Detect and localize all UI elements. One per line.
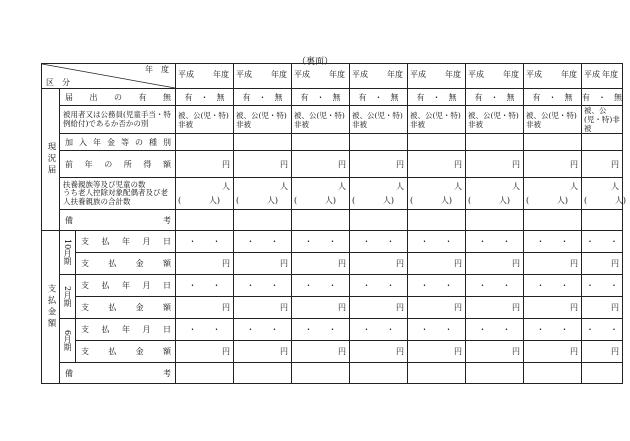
payment-date-value[interactable]: ・ ・ [234, 319, 292, 341]
period-label [60, 319, 76, 363]
payment-date-value[interactable]: ・ ・ [176, 231, 234, 253]
payment-remarks-value[interactable] [408, 363, 466, 384]
era-label: 平成 [468, 70, 484, 79]
submission-value[interactable]: 有 ・ 無 [408, 89, 466, 106]
dependents-sub-count [178, 196, 220, 205]
record-table [41, 63, 626, 384]
payment-date-value[interactable]: ・ ・ [582, 231, 623, 253]
payment-amount-value[interactable]: 円 [350, 253, 408, 275]
pension-value[interactable] [582, 134, 623, 151]
payment-amount-label: 支 払 金 額 [76, 253, 176, 275]
employee-value[interactable]: 被、公(児・特)非被 [408, 106, 466, 134]
payment-date-value[interactable]: ・ ・ [408, 275, 466, 297]
payment-amount-value[interactable]: 円 [582, 253, 623, 275]
payment-amount-value[interactable]: 円 [176, 297, 234, 319]
payment-date-label: 支 払 年 月 日 [76, 275, 176, 297]
dependents-value[interactable] [350, 178, 408, 210]
payment-date-value[interactable]: ・ ・ [234, 231, 292, 253]
period-month: 2 [63, 285, 72, 292]
payment-amount-value[interactable]: 円 [292, 297, 350, 319]
employee-value[interactable]: 被、公(児・特)非被 [234, 106, 292, 134]
year-header-cell[interactable] [176, 64, 234, 89]
header-corner [42, 64, 176, 89]
period-suffix: 月期 [63, 335, 72, 352]
year-unit-label: 年度 [445, 70, 461, 79]
paren-close: 人) [614, 196, 626, 205]
income-value[interactable]: 円 [408, 151, 466, 178]
submission-value[interactable]: 有 ・ 無 [466, 89, 524, 106]
dependents-sub-count [294, 196, 336, 205]
dependents-value[interactable] [582, 178, 626, 210]
employee-value[interactable]: 被、公(児・特)非被 [292, 106, 350, 134]
payment-remarks-value[interactable] [234, 363, 292, 384]
paren-close: 人) [324, 196, 336, 205]
payment-amount-value[interactable]: 円 [350, 297, 408, 319]
payment-date-value[interactable]: ・ ・ [524, 231, 582, 253]
period-suffix: 月期 [63, 249, 72, 266]
payment-amount-value[interactable]: 円 [524, 253, 582, 275]
payment-amount-value[interactable]: 円 [350, 341, 408, 363]
dependents-unit: 人 [570, 182, 578, 191]
employee-label: 被用者又は公務員(児童手当・特例給付)であるか否かの別 [60, 106, 176, 134]
payment-date-value[interactable]: ・ ・ [292, 275, 350, 297]
paren-open: ( [468, 196, 472, 205]
payment-remarks-value[interactable] [466, 363, 524, 384]
era-label: 平成 [584, 70, 600, 79]
period-label [60, 275, 76, 319]
income-label: 前年の所得額 [60, 151, 176, 178]
period-month: 6 [63, 329, 72, 336]
employee-value[interactable]: 被、公(児・特)非被 [176, 106, 234, 134]
payment-amount-value[interactable]: 円 [176, 253, 234, 275]
dependents-unit: 人 [611, 182, 619, 191]
status-remarks-value[interactable] [350, 210, 408, 231]
era-label: 平成 [294, 70, 310, 79]
era-label: 平成 [352, 70, 368, 79]
paren-close: 人) [208, 196, 220, 205]
year-unit-label: 年度 [561, 70, 577, 79]
employee-value[interactable]: 被、公(児・特)非被 [582, 106, 623, 134]
year-unit-label: 年度 [329, 70, 345, 79]
pension-value[interactable] [176, 134, 234, 151]
paren-open: ( [526, 196, 530, 205]
payment-date-value[interactable]: ・ ・ [176, 275, 234, 297]
paren-open: ( [294, 196, 298, 205]
year-unit-label: 年度 [503, 70, 519, 79]
pension-value[interactable] [408, 134, 466, 151]
page-heading: （裏面） [296, 57, 333, 67]
payment-date-value[interactable]: ・ ・ [466, 231, 524, 253]
dependents-unit: 人 [280, 182, 288, 191]
payment-remarks-value[interactable] [582, 363, 623, 384]
paren-close: 人) [498, 196, 510, 205]
payment-date-value[interactable]: ・ ・ [350, 231, 408, 253]
submission-value[interactable]: 有 ・ 無 [524, 89, 582, 106]
payment-remarks-value[interactable] [350, 363, 408, 384]
income-value[interactable]: 円 [350, 151, 408, 178]
period-suffix: 月期 [63, 291, 72, 308]
status-remarks-label: 備 考 [60, 210, 176, 231]
pension-value[interactable] [524, 134, 582, 151]
payment-date-value[interactable]: ・ ・ [176, 319, 234, 341]
paren-open: ( [584, 196, 588, 205]
payment-amount-value[interactable]: 円 [234, 297, 292, 319]
pension-label: 加入年金等の種別 [60, 134, 176, 151]
paren-close: 人) [440, 196, 452, 205]
income-value[interactable]: 円 [466, 151, 524, 178]
payment-amount-label: 支 払 金 額 [76, 341, 176, 363]
payment-amount-value[interactable]: 円 [466, 341, 524, 363]
period-label [60, 231, 76, 275]
employee-value[interactable]: 被、公(児・特)非被 [466, 106, 524, 134]
payment-remarks-value[interactable] [524, 363, 582, 384]
dependents-value[interactable] [524, 178, 582, 210]
pension-value[interactable] [466, 134, 524, 151]
paren-open: ( [410, 196, 414, 205]
income-value[interactable]: 円 [176, 151, 234, 178]
payment-date-value[interactable]: ・ ・ [466, 275, 524, 297]
payment-date-value[interactable]: ・ ・ [350, 319, 408, 341]
payment-date-value[interactable]: ・ ・ [524, 319, 582, 341]
payment-amount-value[interactable]: 円 [234, 253, 292, 275]
dependents-sub-text: うち老人控除対象配偶者及び老人扶養親族の合計数 [63, 188, 168, 206]
header-section-label: 区 分 [46, 78, 70, 87]
paren-open: ( [178, 196, 182, 205]
submission-value[interactable]: 有 ・ 無 [176, 89, 234, 106]
dependents-value[interactable] [292, 178, 350, 210]
payment-amount-value[interactable]: 円 [292, 341, 350, 363]
payment-date-value[interactable]: ・ ・ [408, 231, 466, 253]
submission-value[interactable]: 有 ・ 無 [350, 89, 408, 106]
payment-date-value[interactable]: ・ ・ [582, 275, 623, 297]
dependents-value[interactable] [466, 178, 524, 210]
status-remarks-value[interactable] [234, 210, 292, 231]
status-remarks-value[interactable] [466, 210, 524, 231]
payment-amount-value[interactable]: 円 [292, 253, 350, 275]
employee-value[interactable]: 被、公(児・特)非被 [350, 106, 408, 134]
paren-close: 人) [556, 196, 568, 205]
year-unit-label: 年度 [271, 70, 287, 79]
paren-open: ( [236, 196, 240, 205]
payment-date-value[interactable]: ・ ・ [524, 275, 582, 297]
payment-date-value[interactable]: ・ ・ [408, 319, 466, 341]
status-remarks-value[interactable] [582, 210, 623, 231]
era-label: 平成 [526, 70, 542, 79]
year-header-cell[interactable] [292, 64, 350, 89]
year-header-cell[interactable] [466, 64, 524, 89]
dependents-sub-count [468, 196, 510, 205]
pension-value[interactable] [350, 134, 408, 151]
dependents-text: 扶養親族等及び児童の数 [63, 179, 146, 189]
payment-date-value[interactable]: ・ ・ [234, 275, 292, 297]
era-label: 平成 [410, 70, 426, 79]
paren-close: 人) [266, 196, 278, 205]
year-header-cell[interactable] [524, 64, 582, 89]
payment-date-value[interactable]: ・ ・ [466, 319, 524, 341]
submission-value[interactable]: 有 ・ 無 [292, 89, 350, 106]
dependents-sub-count [526, 196, 568, 205]
payment-remarks-label: 備 考 [60, 363, 176, 384]
payment-amount-value[interactable]: 円 [466, 253, 524, 275]
payment-date-label: 支 払 年 月 日 [76, 231, 176, 253]
era-label: 平成 [178, 70, 194, 79]
payment-amount-value[interactable]: 円 [466, 297, 524, 319]
dependents-sub-count [584, 196, 626, 205]
income-value[interactable]: 円 [582, 151, 623, 178]
income-value[interactable]: 円 [524, 151, 582, 178]
year-header-cell[interactable] [350, 64, 408, 89]
dependents-unit: 人 [396, 182, 404, 191]
payment-remarks-value[interactable] [176, 363, 234, 384]
dependents-sub-count [352, 196, 394, 205]
dependents-value[interactable] [176, 178, 234, 210]
status-section-title: 現況届 [42, 89, 60, 231]
paren-close: 人) [382, 196, 394, 205]
status-remarks-value[interactable] [524, 210, 582, 231]
payment-remarks-value[interactable] [292, 363, 350, 384]
year-header-cell[interactable] [234, 64, 292, 89]
payment-amount-label: 支 払 金 額 [76, 297, 176, 319]
payment-date-value[interactable]: ・ ・ [582, 319, 623, 341]
dependents-unit: 人 [222, 182, 230, 191]
dependents-sub-count [410, 196, 452, 205]
year-unit-label: 年度 [387, 70, 403, 79]
submission-value[interactable]: 有 ・ 無 [582, 89, 623, 106]
payment-amount-value[interactable]: 円 [582, 341, 623, 363]
payment-amount-value[interactable]: 円 [408, 253, 466, 275]
income-value[interactable]: 円 [234, 151, 292, 178]
header-year-label: 年 度 [145, 65, 169, 74]
payment-amount-value[interactable]: 円 [408, 341, 466, 363]
era-label: 平成 [236, 70, 252, 79]
payment-amount-value[interactable]: 円 [582, 297, 623, 319]
payment-date-value[interactable]: ・ ・ [292, 319, 350, 341]
pension-value[interactable] [292, 134, 350, 151]
paren-open: ( [352, 196, 356, 205]
payment-amount-value[interactable]: 円 [234, 341, 292, 363]
submission-label: 届 出 の 有 無 [60, 89, 176, 106]
payment-amount-value[interactable]: 円 [524, 341, 582, 363]
payment-amount-value[interactable]: 円 [408, 297, 466, 319]
status-remarks-value[interactable] [292, 210, 350, 231]
payment-amount-value[interactable]: 円 [524, 297, 582, 319]
employee-value[interactable]: 被、公(児・特)非被 [524, 106, 582, 134]
dependents-value[interactable] [234, 178, 292, 210]
payment-date-value[interactable]: ・ ・ [292, 231, 350, 253]
pension-value[interactable] [234, 134, 292, 151]
dependents-unit: 人 [512, 182, 520, 191]
payment-section-title: 支払金額 [42, 231, 60, 384]
payment-amount-value[interactable]: 円 [176, 341, 234, 363]
dependents-value[interactable] [408, 178, 466, 210]
year-header-cell[interactable] [582, 64, 623, 89]
dependents-unit: 人 [454, 182, 462, 191]
year-header-cell[interactable] [408, 64, 466, 89]
status-remarks-value[interactable] [408, 210, 466, 231]
payment-date-value[interactable]: ・ ・ [350, 275, 408, 297]
dependents-label [60, 178, 176, 210]
year-unit-label: 年度 [213, 70, 229, 79]
dependents-unit: 人 [338, 182, 346, 191]
dependents-sub-count [236, 196, 278, 205]
period-month: 10 [63, 239, 72, 250]
year-unit-label: 年度 [602, 70, 618, 79]
payment-date-label: 支 払 年 月 日 [76, 319, 176, 341]
status-remarks-value[interactable] [176, 210, 234, 231]
income-value[interactable]: 円 [292, 151, 350, 178]
submission-value[interactable]: 有 ・ 無 [234, 89, 292, 106]
